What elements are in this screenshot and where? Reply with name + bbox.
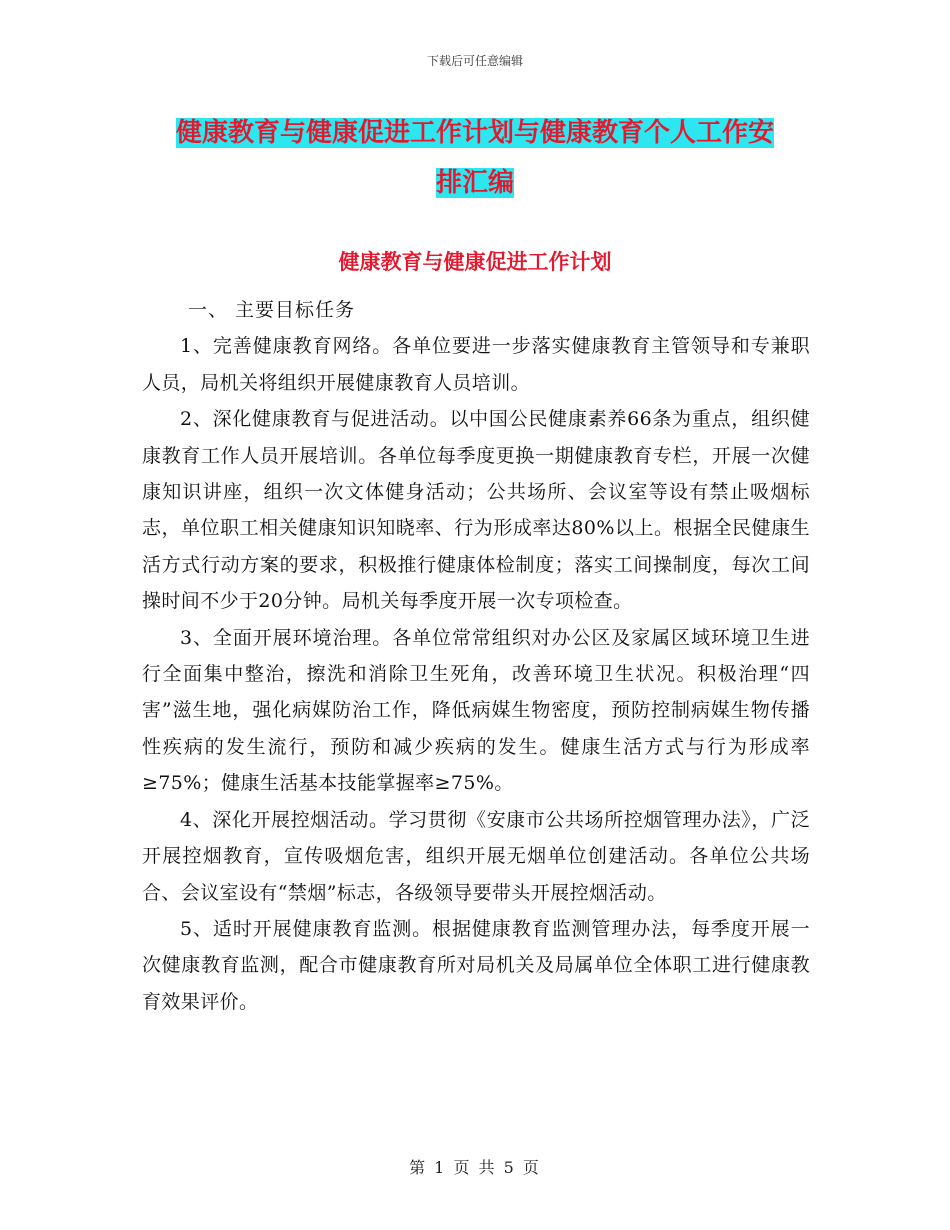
paragraph-2: 2、深化健康教育与促进活动。以中国公民健康素养66条为重点，组织健康教育工作人员开展培训。各单位每季度更换一期健康教育专栏，开展一次健康知识讲座，组织一次文体健身活动；公共场所、会议室等设有禁止吸烟标志，单位职工相关健康知识知晓率、行为形成率达80%以上。根据全民健康生活方式行动方案的要求，积极推行健康体检制度；落实工间操制度，每次工间操时间不少于20分钟。局机关每季度开展一次专项检查。 [142, 408, 810, 613]
document-title-line-1: 健康教育与健康促进工作计划与健康教育个人工作安 [175, 118, 774, 148]
section-title: 健康教育与健康促进工作计划 [338, 250, 612, 274]
header-note: 下载后可任意编辑 [426, 54, 523, 68]
document-title [140, 108, 810, 208]
paragraph-3: 3、全面开展环境治理。各单位常常组织对办公区及家属区域环境卫生进行全面集中整治，擦洗和消除卫生死角，改善环境卫生状况。积极治理“四害”滋生地，强化病媒防治工作，降低病媒生物密度，预防控制病媒生物传播性疾病的发生流行，预防和减少疾病的发生。健康生活方式与行为形成率≥75%；健康生活基本技能掌握率≥75%。 [142, 626, 810, 795]
section-heading: 一、 主要目标任务 [188, 299, 356, 321]
document-title-line-2: 排汇编 [435, 168, 514, 198]
document-body [142, 292, 810, 1020]
page-footer: 第 1 页 共 5 页 [409, 1158, 541, 1177]
paragraph-4: 4、深化开展控烟活动。学习贯彻《安康市公共场所控烟管理办法》，广泛开展控烟教育，宣传吸烟危害，组织开展无烟单位创建活动。各单位公共场合、会议室设有“禁烟”标志，各级领导要带头开展控烟活动。 [142, 808, 810, 904]
paragraph-1: 1、完善健康教育网络。各单位要进一步落实健康教育主管领导和专兼职人员，局机关将组织开展健康教育人员培训。 [142, 335, 810, 394]
paragraph-5: 5、适时开展健康教育监测。根据健康教育监测管理办法，每季度开展一次健康教育监测，配合市健康教育所对局机关及局属单位全体职工进行健康教育效果评价。 [142, 917, 810, 1013]
